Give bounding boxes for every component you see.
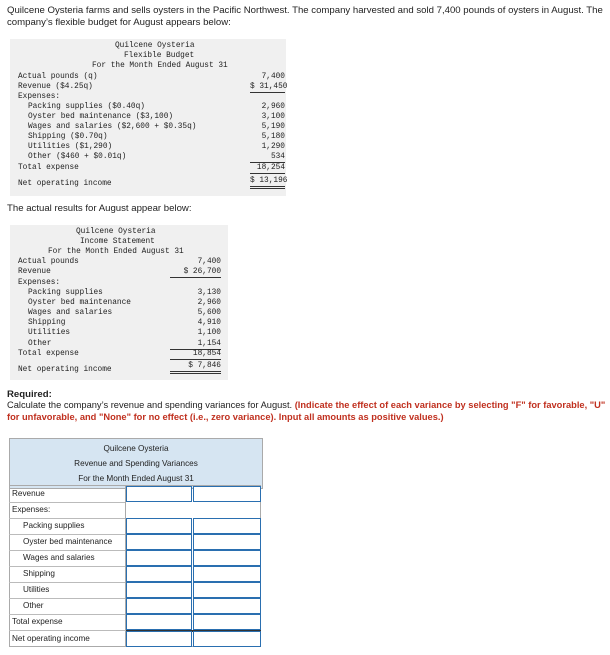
oyster-bed-variance-amount-input[interactable] (126, 534, 192, 550)
oyster-bed-variance-effect-select[interactable] (193, 534, 261, 550)
flex-label-utilities: Utilities ($1,290) (28, 143, 113, 151)
variance-label-utilities: Utilities (9, 582, 126, 598)
flex-label-wages: Wages and salaries ($2,600 + $0.35q) (28, 123, 197, 131)
variance-label-wages: Wages and salaries (9, 550, 126, 566)
income-value-net-income: $ 7,846 (170, 361, 221, 374)
flex-label-other: Other ($460 + $0.01q) (28, 153, 127, 161)
variance-title-report: Revenue and Spending Variances (74, 459, 198, 468)
flex-title-company: Quilcene Oysteria (115, 42, 195, 50)
variance-label-revenue: Revenue (9, 486, 126, 502)
flex-value-other: 534 (250, 152, 285, 163)
revenue-variance-amount-input[interactable] (126, 486, 192, 502)
flex-value-oyster-bed: 3,100 (261, 113, 285, 121)
flex-title-period: For the Month Ended August 31 (92, 62, 228, 70)
flex-value-wages: 5,190 (261, 123, 285, 131)
actual-results-intro: The actual results for August appear below: (7, 203, 192, 214)
income-label-net-income: Net operating income (18, 366, 112, 374)
flex-label-packing: Packing supplies ($0.40q) (28, 103, 145, 111)
variance-label-net-income: Net operating income (9, 631, 126, 647)
income-label-pounds: Actual pounds (18, 258, 79, 266)
variance-title-company: Quilcene Oysteria (103, 444, 169, 453)
income-title-report: Income Statement (80, 238, 155, 246)
variance-label-expenses: Expenses: (9, 502, 126, 518)
required-note: (Indicate the effect of each variance by selecting "F" for favorable, "U" for unfavorable, and "None" for no effect (i.e., zero variance). Input all amounts as positive values.) (7, 400, 606, 422)
utilities-variance-effect-select[interactable] (193, 582, 261, 598)
flexible-budget-panel (10, 39, 286, 196)
income-value-shipping: 4,910 (197, 319, 221, 327)
income-label-revenue: Revenue (18, 268, 51, 276)
required-heading: Required: (7, 389, 52, 400)
wages-variance-amount-input[interactable] (126, 550, 192, 566)
variance-label-total-expense: Total expense (9, 614, 126, 630)
income-label-expenses: Expenses: (18, 279, 61, 287)
income-label-total-expense: Total expense (18, 350, 79, 358)
flex-label-oyster-bed: Oyster bed maintenance ($3,100) (28, 113, 174, 121)
other-variance-amount-input[interactable] (126, 598, 192, 614)
flex-label-pounds: Actual pounds (q) (18, 73, 98, 81)
variance-title-period: For the Month Ended August 31 (78, 474, 194, 483)
flex-value-total-expense: 18,254 (250, 163, 285, 174)
variance-table-header (9, 438, 263, 489)
other-variance-effect-select[interactable] (193, 598, 261, 614)
income-value-total-expense: 18,854 (170, 349, 221, 360)
income-title-period: For the Month Ended August 31 (48, 248, 184, 256)
flex-title-report: Flexible Budget (124, 52, 195, 60)
income-title-company: Quilcene Oysteria (76, 228, 156, 236)
flex-value-packing: 2,960 (261, 103, 285, 111)
revenue-variance-effect-select[interactable] (193, 486, 261, 502)
income-statement-panel (10, 225, 228, 380)
total-expense-variance-effect-select[interactable] (193, 614, 261, 630)
flex-value-revenue: $ 31,450 (250, 83, 288, 91)
income-value-other: 1,154 (170, 339, 221, 350)
shipping-variance-effect-select[interactable] (193, 566, 261, 582)
net-income-variance-amount-input[interactable] (126, 631, 192, 647)
income-label-wages: Wages and salaries (28, 309, 113, 317)
income-value-oyster-bed: 2,960 (197, 299, 221, 307)
income-value-pounds: 7,400 (197, 258, 221, 266)
income-label-other: Other (28, 340, 52, 348)
required-instructions (7, 400, 607, 423)
income-value-revenue: $ 26,700 (170, 267, 221, 278)
shipping-variance-amount-input[interactable] (126, 566, 192, 582)
flex-value-shipping: 5,180 (261, 133, 285, 141)
variance-label-shipping: Shipping (9, 566, 126, 582)
income-value-wages: 5,600 (197, 309, 221, 317)
packing-variance-amount-input[interactable] (126, 518, 192, 534)
income-label-packing: Packing supplies (28, 289, 103, 297)
income-label-oyster-bed: Oyster bed maintenance (28, 299, 131, 307)
income-label-shipping: Shipping (28, 319, 66, 327)
utilities-variance-amount-input[interactable] (126, 582, 192, 598)
flex-label-net-income: Net operating income (18, 180, 112, 188)
income-label-utilities: Utilities (28, 329, 71, 337)
wages-variance-effect-select[interactable] (193, 550, 261, 566)
variance-label-oyster-bed: Oyster bed maintenance (9, 534, 126, 550)
flex-value-pounds: 7,400 (261, 73, 285, 81)
income-value-utilities: 1,100 (197, 329, 221, 337)
required-text: Calculate the company’s revenue and spending variances for August. (7, 400, 295, 410)
total-expense-variance-amount-input[interactable] (126, 614, 192, 630)
problem-intro: Quilcene Oysteria farms and sells oysters in the Pacific Northwest. The company harvested and sold 7,400 pounds of oysters in August. The company’s flexible budget for August appears below: (7, 5, 603, 28)
packing-variance-effect-select[interactable] (193, 518, 261, 534)
flex-value-net-income: $ 13,196 (250, 176, 285, 189)
flex-value-utilities: 1,290 (261, 143, 285, 151)
variance-label-other: Other (9, 598, 126, 614)
flex-label-expenses: Expenses: (18, 93, 61, 101)
flex-label-total-expense: Total expense (18, 164, 79, 172)
net-income-variance-effect-select[interactable] (193, 631, 261, 647)
variance-label-packing: Packing supplies (9, 518, 126, 534)
flex-label-shipping: Shipping ($0.70q) (28, 133, 108, 141)
flex-label-revenue: Revenue ($4.25q) (18, 83, 93, 91)
income-value-packing: 3,130 (197, 289, 221, 297)
variance-title-block (10, 439, 262, 488)
